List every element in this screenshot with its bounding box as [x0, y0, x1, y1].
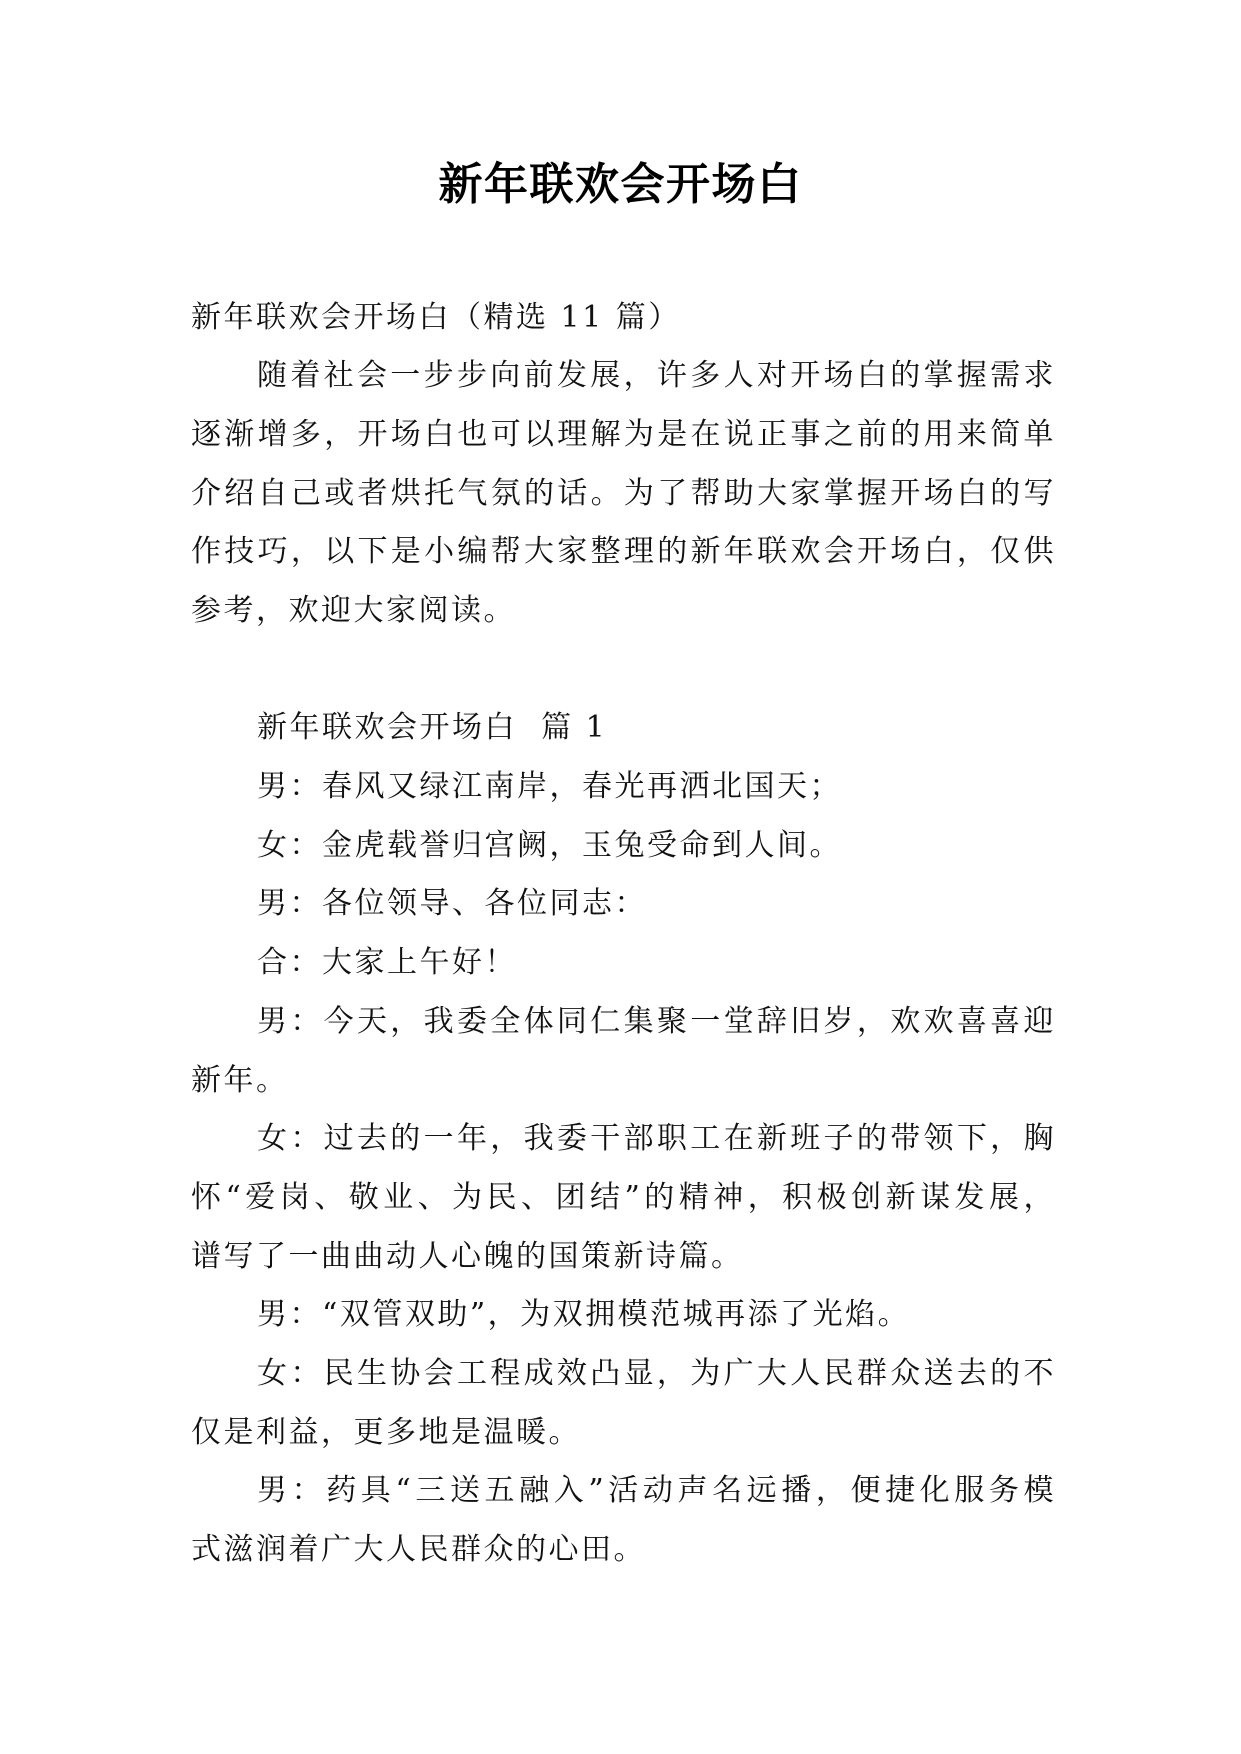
section-heading: 新年联欢会开场白 篇 1: [257, 710, 608, 746]
document-title: 新年联欢会开场白: [438, 159, 803, 210]
dialogue-line: 仅是利益，更多地是温暖。: [191, 1414, 581, 1450]
document-body: [191, 289, 1056, 1580]
dialogue-line: 男：春风又绿江南岸，春光再洒北国天；: [257, 769, 842, 805]
dialogue-line: 怀“爱岗、敬业、为民、团结”的精神，积极创新谋发展，: [191, 1179, 1056, 1215]
intro-line: 随着社会一步步向前发展，许多人对开场白的掌握需求: [257, 358, 1056, 394]
dialogue-line: 男：“双管双助”，为双拥模范城再添了光焰。: [257, 1297, 911, 1333]
dialogue-line: 合：大家上午好！: [257, 945, 517, 981]
intro-line: 作技巧，以下是小编帮大家整理的新年联欢会开场白，仅供: [191, 534, 1056, 570]
dialogue-line: 男：今天，我委全体同仁集聚一堂辞旧岁，欢欢喜喜迎: [257, 1003, 1056, 1039]
intro-line: 逐渐增多，开场白也可以理解为是在说正事之前的用来简单: [191, 416, 1056, 452]
blank-line: [191, 641, 1056, 700]
dialogue-line: 女：民生协会工程成效凸显，为广大人民群众送去的不: [257, 1355, 1056, 1391]
dialogue-line: 新年。: [191, 1062, 289, 1098]
dialogue-line: 女：过去的一年，我委干部职工在新班子的带领下，胸: [257, 1121, 1056, 1157]
dialogue-line: 女：金虎载誉归宫阙，玉兔受命到人间。: [257, 827, 842, 863]
dialogue-line: 式滋润着广大人民群众的心田。: [191, 1532, 646, 1568]
dialogue-line: 男：药具“三送五融入”活动声名远播，便捷化服务模: [257, 1473, 1056, 1509]
intro-line: 介绍自己或者烘托气氛的话。为了帮助大家掌握开场白的写: [191, 475, 1056, 511]
dialogue-line: 谱写了一曲曲动人心魄的国策新诗篇。: [191, 1238, 744, 1274]
dialogue-line: 男：各位领导、各位同志：: [257, 886, 647, 922]
document-subtitle: 新年联欢会开场白（精选 11 篇）: [191, 299, 681, 335]
intro-line: 参考，欢迎大家阅读。: [191, 593, 516, 629]
